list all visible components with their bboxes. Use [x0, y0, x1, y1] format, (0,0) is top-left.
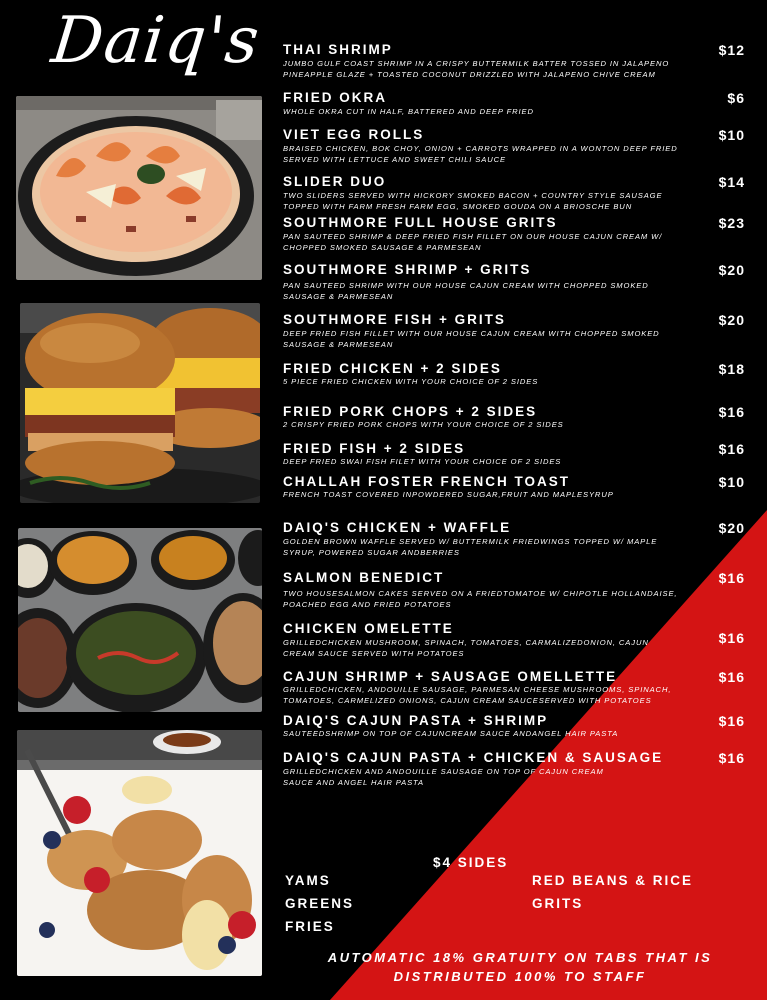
item-description: PAN SAUTEED SHRIMP & DEEP FRIED FISH FILLET ON OUR HOUSE CAJUN CREAM W/ CHOPPED SMOKED SAUSAGE & PARMESEAN [283, 232, 663, 252]
menu-item-cajun-omelette [283, 669, 753, 709]
menu-item-salmon-benedict [283, 570, 753, 615]
menu-item-thai-shrimp [283, 42, 753, 82]
item-description: FRENCH TOAST COVERED INPOWDERED SUGAR,FRUIT AND MAPLESYRUP [283, 490, 614, 499]
item-price: $16 [718, 441, 745, 457]
item-name: SOUTHMORE SHRIMP + GRITS [283, 262, 532, 277]
item-description: 5 PIECE FRIED CHICKEN WITH YOUR CHOICE OF 2 SIDES [283, 377, 539, 386]
item-description: PAN SAUTEED SHRIMP WITH OUR HOUSE CAJUN CREAM WITH CHOPPED SMOKED SAUSAGE & PARMESEAN [283, 281, 649, 301]
item-price: $20 [718, 262, 745, 278]
item-description: SAUTEEDSHRIMP ON TOP OF CAJUNCREAM SAUCE ANDANGEL HAIR PASTA [283, 729, 619, 738]
side-item: FRIES [285, 919, 335, 934]
item-price: $14 [718, 174, 745, 190]
menu-item-fish-grits [283, 312, 753, 352]
menu-item-chicken-omelette [283, 621, 753, 661]
item-name: DAIQ'S CAJUN PASTA + SHRIMP [283, 713, 549, 728]
item-price: $12 [718, 42, 745, 58]
menu-item-fried-fish [283, 441, 753, 471]
item-price: $23 [718, 215, 745, 231]
item-price: $16 [718, 404, 745, 420]
menu-item-slider-duo [283, 174, 753, 214]
item-description: DEEP FRIED SWAI FISH FILET WITH YOUR CHOICE OF 2 SIDES [283, 457, 562, 466]
menu-item-pork-chops [283, 404, 753, 434]
item-price: $16 [718, 630, 745, 646]
gratuity-notice: AUTOMATIC 18% GRATUITY ON TABS THAT IS DISTRIBUTED 100% TO STAFF [327, 950, 713, 984]
side-item: RED BEANS & RICE [532, 873, 694, 888]
item-name: CHALLAH FOSTER FRENCH TOAST [283, 474, 570, 489]
side-item: YAMS [285, 873, 331, 888]
french-toast-photo [17, 730, 262, 976]
item-price: $16 [718, 669, 745, 685]
item-name: FRIED PORK CHOPS + 2 SIDES [283, 404, 538, 419]
menu-item-full-house-grits [283, 215, 753, 255]
item-description: TWO SLIDERS SERVED WITH HICKORY SMOKED BACON + COUNTRY STYLE SAUSAGE TOPPED WITH FARM FRESH FARM EGG, SMOKED GOUDA ON A BRIOSCHE BUN [283, 191, 663, 211]
item-price: $20 [718, 520, 745, 536]
item-price: $18 [718, 361, 745, 377]
item-name: DAIQ'S CAJUN PASTA + CHICKEN & SAUSAGE [283, 750, 664, 765]
menu-item-cajun-pasta-chicken [283, 750, 753, 790]
restaurant-logo: Daiq's [48, 4, 264, 78]
item-name: SLIDER DUO [283, 174, 387, 189]
item-name: THAI SHRIMP [283, 42, 393, 57]
menu-item-chicken-waffle [283, 520, 753, 560]
item-description: WHOLE OKRA CUT IN HALF, BATTERED AND DEEP FRIED [283, 107, 534, 116]
item-price: $20 [718, 312, 745, 328]
item-description: 2 CRISPY FRIED PORK CHOPS WITH YOUR CHOICE OF 2 SIDES [283, 420, 564, 429]
shrimp-grits-photo [16, 96, 262, 280]
item-name: VIET EGG ROLLS [283, 127, 425, 142]
item-name: SALMON BENEDICT [283, 570, 445, 585]
item-description: TWO HOUSESALMON CAKES SERVED ON A FRIEDTOMATOE W/ CHIPOTLE HOLLANDAISE, POACHED EGG AND FRIED POTATOES [283, 589, 678, 609]
item-description: GRILLEDCHICKEN AND ANDOUILLE SAUSAGE ON TOP OF CAJUN CREAM SAUCE AND ANGEL HAIR PASTA [283, 767, 604, 787]
menu-item-shrimp-grits [283, 262, 753, 302]
item-name: CAJUN SHRIMP + SAUSAGE OMELLETTE [283, 669, 618, 684]
sides-heading: $4 SIDES [433, 855, 509, 870]
item-price: $10 [718, 474, 745, 490]
item-description: DEEP FRIED FISH FILLET WITH OUR HOUSE CAJUN CREAM WITH CHOPPED SMOKED SAUSAGE & PARMESEAN [283, 329, 660, 349]
item-name: FRIED CHICKEN + 2 SIDES [283, 361, 502, 376]
item-price: $6 [727, 90, 745, 106]
item-price: $16 [718, 713, 745, 729]
menu-item-fried-chicken [283, 361, 753, 391]
item-name: FRIED OKRA [283, 90, 387, 105]
item-price: $16 [718, 570, 745, 586]
menu-item-cajun-pasta-shrimp [283, 713, 753, 743]
item-description: GRILLEDCHICKEN MUSHROOM, SPINACH, TOMATOES, CARMALIZEDONION, CAJUN CREAM SAUCE SERVED WITH POTATOES [283, 638, 649, 658]
menu-item-french-toast [283, 474, 753, 504]
slider-duo-photo [20, 303, 260, 503]
item-name: SOUTHMORE FISH + GRITS [283, 312, 506, 327]
item-description: JUMBO GULF COAST SHRIMP IN A CRISPY BUTTERMILK BATTER TOSSED IN JALAPENO PINEAPPLE GLAZE + TOASTED COCONUT DRIZZLED WITH JALAPENO CHIVE CREAM [283, 59, 670, 79]
item-description: GRILLEDCHICKEN, ANDOUILLE SAUSAGE, PARMESAN CHEESE MUSHROOMS, SPINACH, TOMATOES, CARMELIZED ONIONS, CAJUN CREAM SAUCESERVED WITH POTATOES [283, 685, 672, 705]
side-item: GREENS [285, 896, 355, 911]
menu-item-viet-egg-rolls [283, 127, 753, 167]
item-name: SOUTHMORE FULL HOUSE GRITS [283, 215, 558, 230]
menu-item-fried-okra [283, 90, 753, 120]
item-description: BRAISED CHICKEN, BOK CHOY, ONION + CARROTS WRAPPED IN A WONTON DEEP FRIED SERVED WITH LETTUCE AND SWEET CHILI SAUCE [283, 144, 678, 164]
sides-photo [18, 528, 262, 712]
item-price: $10 [718, 127, 745, 143]
side-item: GRITS [532, 896, 584, 911]
item-description: GOLDEN BROWN WAFFLE SERVED W/ BUTTERMILK FRIEDWINGS TOPPED W/ MAPLE SYRUP, POWERED SUGAR ANDBERRIES [283, 537, 658, 557]
item-name: FRIED FISH + 2 SIDES [283, 441, 466, 456]
item-name: DAIQ'S CHICKEN + WAFFLE [283, 520, 512, 535]
item-name: CHICKEN OMELETTE [283, 621, 454, 636]
item-price: $16 [718, 750, 745, 766]
